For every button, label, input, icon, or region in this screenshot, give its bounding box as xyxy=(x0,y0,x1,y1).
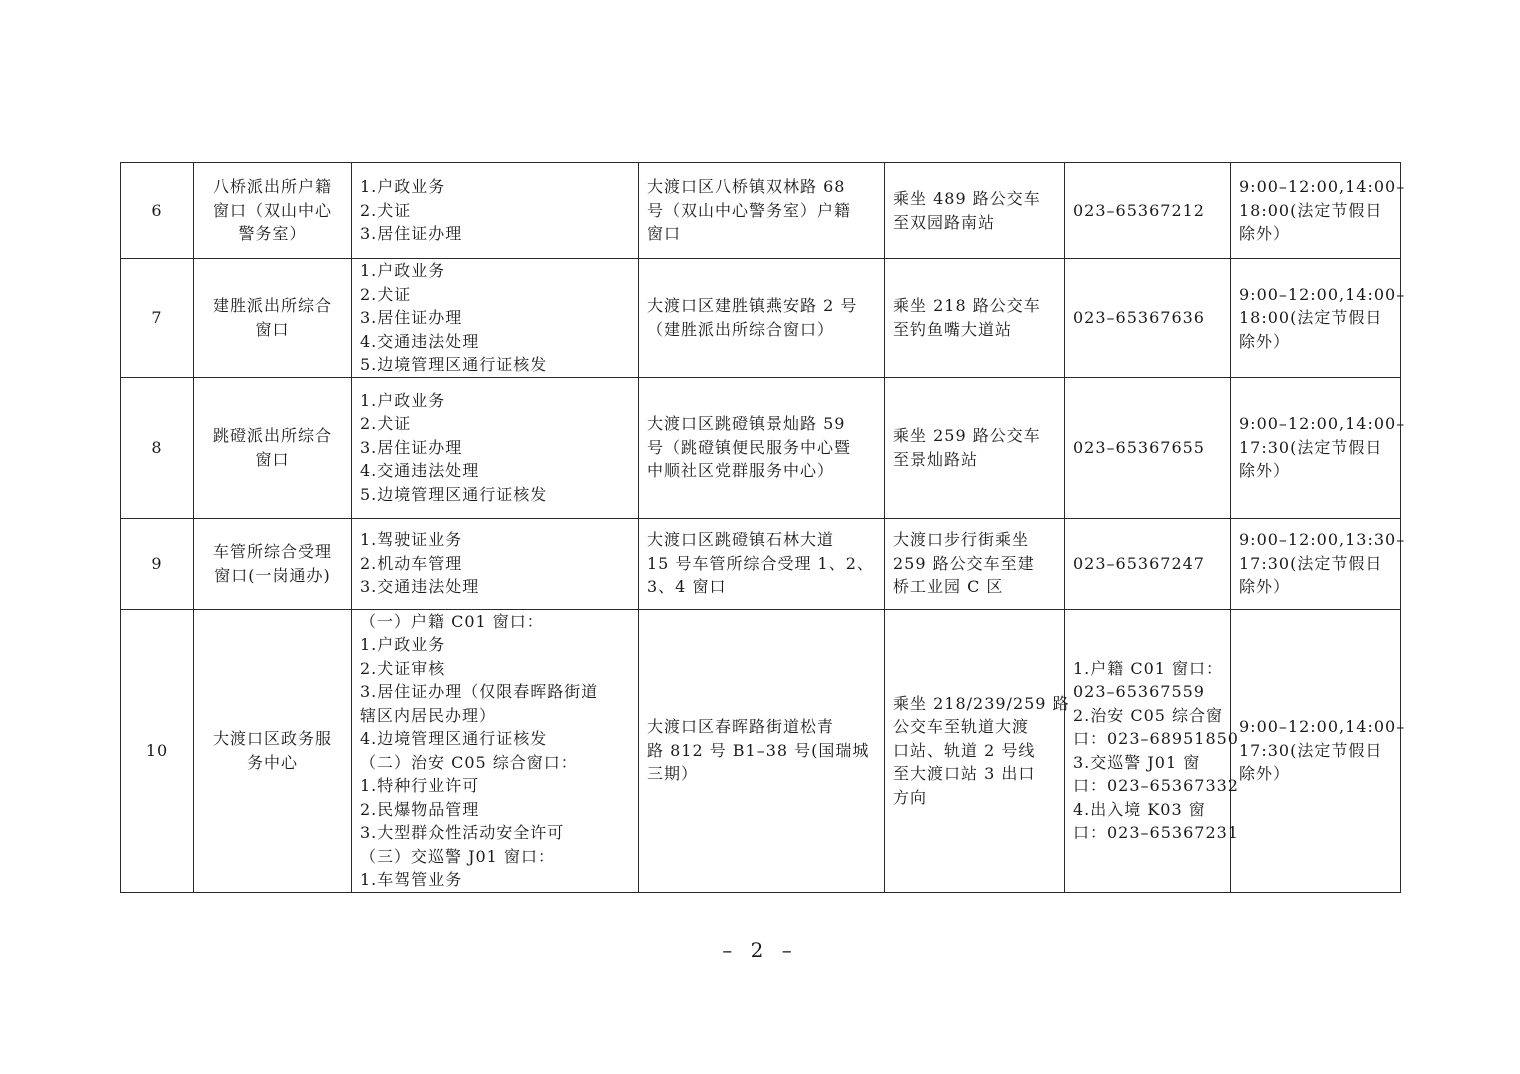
cell-line: 2.犬证 xyxy=(360,200,412,220)
service-items-cell xyxy=(352,259,639,378)
cell-line: 口：023–65367231 xyxy=(1073,823,1239,842)
cell-line: 乘坐 218/239/259 路 xyxy=(893,693,1070,713)
hours-cell xyxy=(1231,518,1406,609)
cell-line: 4.交通违法处理 xyxy=(360,331,480,351)
cell-line: 023–65367636 xyxy=(1073,308,1205,327)
cell-line: 9:00–12:00,14:00– xyxy=(1239,414,1406,434)
cell-line: 9:00–12:00,14:00– xyxy=(1239,717,1406,737)
cell-line: 2.机动车管理 xyxy=(360,553,463,573)
cell-line: 18:00(法定节假日 xyxy=(1239,308,1383,327)
cell-line: 大渡口区跳磴镇景灿路 59 xyxy=(647,414,846,434)
cell-line: 跳磴派出所综合 xyxy=(212,426,332,445)
cell-line: 1.户政业务 xyxy=(360,261,446,280)
cell-line: 1.户政业务 xyxy=(360,390,446,410)
cell-line: 路 812 号 B1–38 号(国瑞城 xyxy=(647,740,870,760)
cell-line: 乘坐 259 路公交车 xyxy=(893,426,1041,445)
cell-line: 3.居住证办理 xyxy=(360,308,463,327)
cell-line: （三）交巡警 J01 窗口： xyxy=(360,846,555,866)
hours-cell xyxy=(1231,609,1406,892)
table-row xyxy=(121,259,1401,378)
cell-line: 大渡口区八桥镇双林路 68 xyxy=(647,177,846,197)
cell-line: 023–65367212 xyxy=(1073,200,1205,220)
cell-line: 1.户籍 C01 窗口： xyxy=(1073,658,1224,678)
cell-line: 建胜派出所综合 xyxy=(212,296,332,316)
cell-line: 3.居住证办理（仅限春晖路街道 xyxy=(360,682,599,701)
service-items-cell xyxy=(352,518,639,609)
cell-line: 至钓鱼嘴大道站 xyxy=(893,319,1013,339)
cell-line: 大渡口区春晖路街道松青 xyxy=(647,717,835,737)
window-name-cell xyxy=(194,518,352,609)
cell-line: 公交车至轨道大渡 xyxy=(893,717,1030,737)
address-cell xyxy=(639,518,885,609)
service-window-table xyxy=(120,162,1406,893)
table-row xyxy=(121,163,1401,259)
cell-line: 窗口 xyxy=(255,319,290,339)
cell-line: 口：023–65367332 xyxy=(1073,776,1239,795)
cell-line: 18:00(法定节假日 xyxy=(1239,200,1383,220)
cell-line: （建胜派出所综合窗口） xyxy=(647,319,835,339)
cell-line: 1.特种行业许可 xyxy=(360,776,480,795)
cell-line: 大渡口区政务服 xyxy=(212,729,332,748)
table-row xyxy=(121,518,1401,609)
cell-line: 至大渡口站 3 出口 xyxy=(893,764,1036,784)
cell-line: 车管所综合受理 xyxy=(212,542,332,561)
cell-line: 窗口 xyxy=(647,224,682,244)
transport-cell xyxy=(885,163,1065,259)
address-cell xyxy=(639,609,885,892)
phone-cell xyxy=(1065,518,1231,609)
cell-line: （二）治安 C05 综合窗口： xyxy=(360,752,578,772)
row-number-cell: 9 xyxy=(121,518,194,609)
cell-line: 乘坐 218 路公交车 xyxy=(893,296,1041,316)
cell-line: 口站、轨道 2 号线 xyxy=(893,740,1036,760)
row-number-cell: 10 xyxy=(121,609,194,892)
phone-cell xyxy=(1065,377,1231,518)
row-number-cell: 7 xyxy=(121,259,194,378)
cell-line: 023–65367655 xyxy=(1073,437,1205,457)
cell-line: 大渡口步行街乘坐 xyxy=(893,530,1030,550)
address-cell xyxy=(639,259,885,378)
cell-line: 辖区内居民办理） xyxy=(360,705,497,725)
cell-line: 除外） xyxy=(1239,331,1291,351)
cell-line: 桥工业园 C 区 xyxy=(893,577,1004,597)
service-items-cell xyxy=(352,609,639,892)
cell-line: 3.居住证办理 xyxy=(360,437,463,457)
cell-line: 1.车驾管业务 xyxy=(360,870,463,889)
cell-line: 3.交巡警 J01 窗 xyxy=(1073,752,1201,772)
cell-line: 2.民爆物品管理 xyxy=(360,799,480,819)
transport-cell xyxy=(885,609,1070,892)
cell-line: 9:00–12:00,14:00– xyxy=(1239,177,1406,197)
cell-line: 1.户政业务 xyxy=(360,635,446,654)
cell-line: 窗口 xyxy=(255,449,290,469)
cell-line: 2.治安 C05 综合窗 xyxy=(1073,705,1224,725)
hours-cell xyxy=(1231,259,1406,378)
cell-line: 窗口(一岗通办) xyxy=(214,565,331,585)
cell-line: 4.交通违法处理 xyxy=(360,461,480,481)
cell-line: 三期） xyxy=(647,764,699,784)
hours-cell xyxy=(1231,377,1406,518)
cell-line: 3.居住证办理 xyxy=(360,224,463,244)
phone-cell xyxy=(1065,259,1231,378)
cell-line: 八桥派出所户籍 xyxy=(212,177,332,197)
cell-line: 9:00–12:00,14:00– xyxy=(1239,284,1406,304)
row-number-cell: 8 xyxy=(121,377,194,518)
cell-line: 9:00–12:00,13:30– xyxy=(1239,530,1406,550)
cell-line: 号（跳磴镇便民服务中心暨 xyxy=(647,437,852,457)
cell-line: （一）户籍 C01 窗口： xyxy=(360,611,544,631)
cell-line: 口：023–68951850 xyxy=(1073,729,1239,748)
cell-line: 259 路公交车至建 xyxy=(893,553,1035,573)
cell-line: 023–65367247 xyxy=(1073,553,1205,573)
hours-cell xyxy=(1231,163,1406,259)
cell-line: 1.户政业务 xyxy=(360,177,446,197)
window-name-cell xyxy=(194,163,352,259)
cell-line: 17:30(法定节假日 xyxy=(1239,437,1383,457)
table-body xyxy=(121,163,1406,893)
phone-cell xyxy=(1065,609,1239,892)
cell-line: 号（双山中心警务室）户籍 xyxy=(647,200,852,220)
cell-line: 窗口（双山中心 xyxy=(212,200,332,220)
cell-line: 17:30(法定节假日 xyxy=(1239,740,1383,760)
transport-cell xyxy=(885,377,1065,518)
cell-line: 4.边境管理区通行证核发 xyxy=(360,729,548,748)
cell-line: 中顺社区党群服务中心） xyxy=(647,461,835,481)
cell-line: 4.出入境 K03 窗 xyxy=(1073,799,1206,819)
window-name-cell xyxy=(194,609,352,892)
cell-line: 大渡口区跳磴镇石林大道 xyxy=(647,530,835,550)
cell-line: 务中心 xyxy=(246,752,298,772)
cell-line: 023–65367559 xyxy=(1073,682,1205,701)
cell-line: 15 号车管所综合受理 1、2、 xyxy=(647,553,874,573)
cell-line: 2.犬证审核 xyxy=(360,658,446,678)
phone-cell xyxy=(1065,163,1231,259)
cell-line: 乘坐 489 路公交车 xyxy=(893,189,1041,208)
cell-line: 至双园路南站 xyxy=(893,212,996,232)
cell-line: 除外） xyxy=(1239,764,1291,784)
window-name-cell xyxy=(194,259,352,378)
cell-line: 警务室） xyxy=(238,224,307,244)
cell-line: 2.犬证 xyxy=(360,414,412,434)
window-name-cell xyxy=(194,377,352,518)
page-number: – 2 – xyxy=(722,938,798,962)
cell-line: 2.犬证 xyxy=(360,284,412,304)
cell-line: 大渡口区建胜镇燕安路 2 号 xyxy=(647,296,858,316)
cell-line: 3.交通违法处理 xyxy=(360,577,480,597)
cell-line: 除外） xyxy=(1239,461,1291,481)
cell-line: 方向 xyxy=(893,787,928,807)
cell-line: 除外） xyxy=(1239,224,1291,244)
address-cell xyxy=(639,377,885,518)
cell-line: 5.边境管理区通行证核发 xyxy=(360,355,548,374)
table-row xyxy=(121,377,1401,518)
transport-cell xyxy=(885,259,1065,378)
table-row xyxy=(121,609,1401,892)
cell-line: 1.驾驶证业务 xyxy=(360,530,463,550)
address-cell xyxy=(639,163,885,259)
cell-line: 17:30(法定节假日 xyxy=(1239,553,1383,573)
service-items-cell xyxy=(352,377,639,518)
cell-line: 3.大型群众性活动安全许可 xyxy=(360,823,565,842)
cell-line: 3、4 窗口 xyxy=(647,577,727,597)
row-number-cell: 6 xyxy=(121,163,194,259)
service-items-cell xyxy=(352,163,639,259)
cell-line: 5.边境管理区通行证核发 xyxy=(360,484,548,504)
cell-line: 至景灿路站 xyxy=(893,449,979,469)
cell-line: 除外） xyxy=(1239,577,1291,597)
transport-cell xyxy=(885,518,1065,609)
